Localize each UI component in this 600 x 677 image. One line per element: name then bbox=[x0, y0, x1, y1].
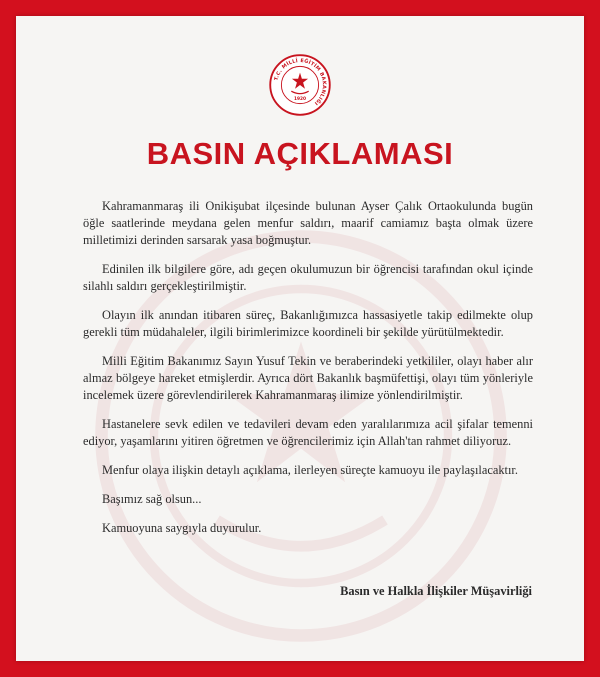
paragraph-process: Olayın ilk anından itibaren süreç, Bakanlığımızca hassasiyetle takip edilmekte olup gerekli tüm müdahaleler, ilgili birimlerimizce koordineli bir şekilde yürütülmektedir. bbox=[83, 308, 533, 339]
paragraph-further-statement: Menfur olaya ilişkin detaylı açıklama, ilerleyen süreçte kamuoyu ile paylaşılacaktır. bbox=[102, 463, 518, 477]
signature: Basın ve Halkla İlişkiler Müşavirliği bbox=[340, 584, 532, 598]
document-title: BASIN AÇIKLAMASI bbox=[146, 136, 454, 171]
paragraph-initial-info: Edinilen ilk bilgilere göre, adı geçen okulumuzun bir öğrencisi tarafından okul içinde silahlı saldırı gerçekleştirilmiştir. bbox=[83, 262, 533, 293]
paragraph-announcement: Kamuoyuna saygıyla duyurulur. bbox=[102, 521, 262, 535]
ministry-seal-logo bbox=[269, 54, 331, 116]
document-body bbox=[83, 198, 533, 549]
paragraph-incident: Kahramanmaraş ili Onikişubat ilçesinde bulunan Ayser Çalık Ortaokulunda bugün öğle saatlerinde meydana gelen menfur saldırı, maarif camiamız başta olmak üzere milletimizi derinden sarsarak yasa boğmuştur. bbox=[83, 199, 533, 247]
paragraph-condolence: Hastanelere sevk edilen ve tedavileri devam eden yaralılarımıza acil şifalar temenni ediyor, yaşamlarını yitiren öğretmen ve öğrencilerimiz için Allah'tan rahmet diliyoruz. bbox=[83, 417, 533, 448]
press-release-page bbox=[16, 16, 584, 661]
paragraph-minister: Milli Eğitim Bakanımız Sayın Yusuf Tekin ve beraberindeki yetkililer, olayı haber alır almaz bölgeye hareket etmişlerdir. Ayrıca dört Bakanlık başmüfettişi, olayı tüm yönleriyle incelemek üzere görevlendirilerek Kahramanmaraş ilimize yönlendirilmiştir. bbox=[83, 354, 533, 402]
paragraph-condolences-short: Başımız sağ olsun... bbox=[102, 492, 202, 506]
seal-year: 1920 bbox=[293, 96, 307, 102]
seal-ring-text: T.C. MİLLÎ EĞİTİM BAKANLIĞI bbox=[273, 58, 328, 107]
